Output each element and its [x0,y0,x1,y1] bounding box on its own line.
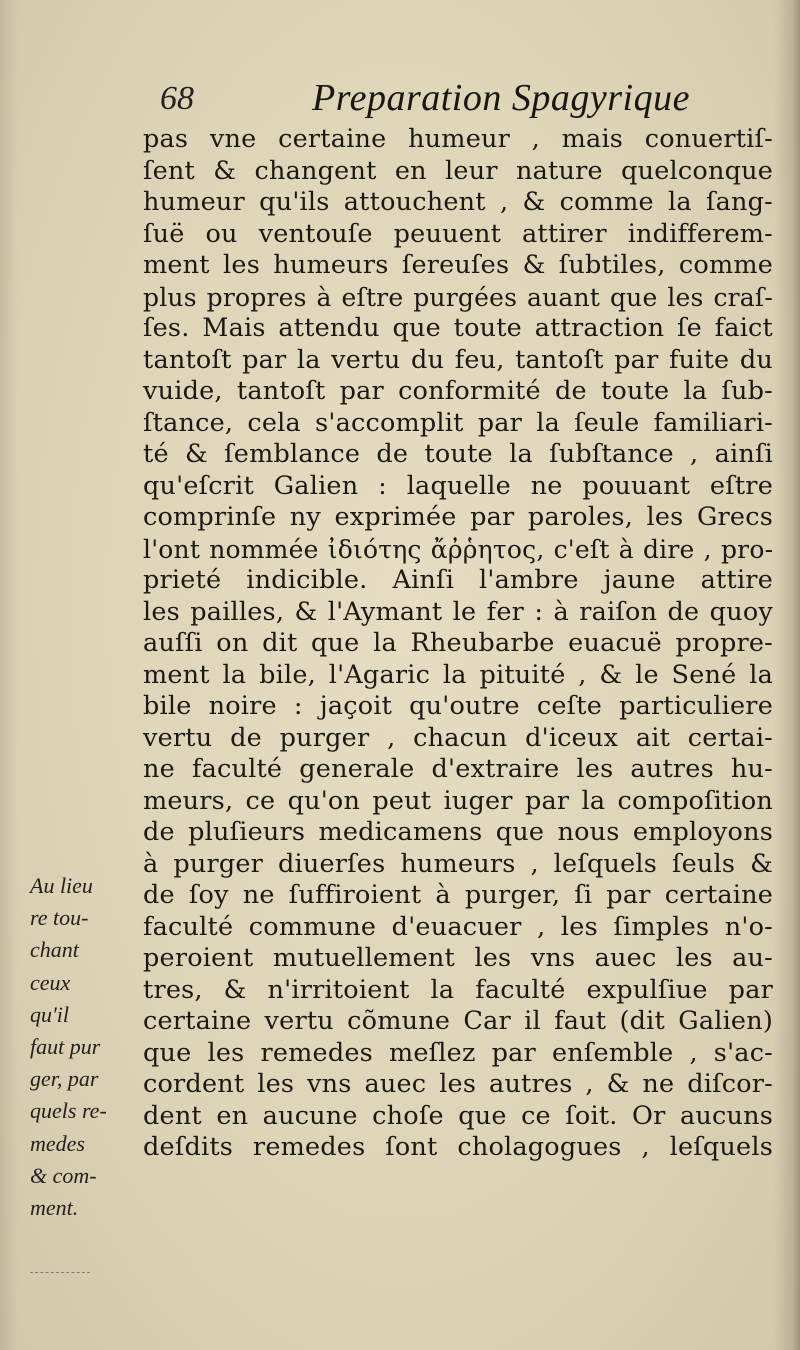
page-number: 68 [160,80,194,117]
text-line: comprinſe ny exprimée par paroles, les Grecs [143,502,773,532]
text-line: ſes. Mais attendu que toute attraction ſe faict [143,313,773,343]
text-line: pas vne certaine humeur , mais conuertiſ- [143,124,773,154]
body-text [143,124,773,1164]
text-line: certaine vertu cõmune Car il faut (dit Galien) [143,1006,773,1036]
text-line: dent en aucune choſe que ce ſoit. Or aucuns [143,1100,773,1131]
margin-note-line: qu'il [30,1001,69,1027]
text-line: ment la bile, l'Agaric la pituité , & le Sené la [143,659,773,690]
text-line: auſſi on dit que la Rheubarbe euacuë propre- [143,628,773,658]
margin-note-line: Au lieu [30,873,93,898]
text-line: deſdits remedes ſont cholagogues , leſquels [143,1132,773,1162]
margin-note-line: medes [30,1130,85,1156]
text-line: qu'eſcrit Galien : laquelle ne pouuant eſtre [143,470,773,501]
text-line: faculté commune d'euacuer , les ſimples n'o- [143,911,773,942]
text-line: ne faculté generale d'extraire les autres hu- [143,754,773,784]
text-line: ſent & changent en leur nature quelconque [143,155,773,186]
text-line: ment les humeurs ſereuſes & ſubtiles, comme [143,250,773,280]
margin-note-line: & com- [30,1162,97,1188]
text-line: l'ont nommée ἰδιότης ἄῤῥητος, c'eſt à dire , pro- [143,534,774,564]
text-line: cordent les vns auec les autres , & ne diſcor- [143,1069,773,1099]
margin-note-line: ceux [30,969,71,995]
text-line: peroient mutuellement les vns auec les au- [143,943,773,973]
text-line: vertu de purger , chacun d'iceux ait certai- [143,722,773,753]
text-line: té & ſemblance de toute la ſubſtance , ainſi [143,439,773,469]
text-line: vuide, tantoſt par conformité de toute la ſub- [143,376,773,406]
margin-note-line: faut pur [30,1033,101,1059]
text-line: ſuë ou ventouſe peuuent attirer indifferem- [143,218,773,249]
text-line: humeur qu'ils attouchent , & comme la ſang- [143,187,773,217]
text-line: bile noire : jaçoit qu'outre ceſte particuliere [143,691,773,721]
text-line: de pluſieurs medicamens que nous employons [143,817,773,847]
margin-note-line: quels re- [30,1098,107,1124]
page-gutter-shadow [0,0,18,1350]
text-line: tres, & n'irritoient la faculté expulſiue par [143,974,773,1005]
text-line: ſtance, cela s'accomplit par la ſeule familiari- [143,407,773,438]
text-line: plus propres à eſtre purgées auant que les craſ- [143,282,773,312]
page-header [160,76,720,126]
margin-note-line: re tou- [30,905,89,931]
text-line: les pailles, & l'Aymant le fer : à raiſon de quoy [143,596,773,627]
margin-note-line: ment. [30,1194,79,1220]
margin-note [30,870,142,1224]
text-line: que les remedes meſlez par enſemble , s'ac- [143,1037,773,1068]
text-line: à purger diuerſes humeurs , leſquels ſeuls & [143,848,773,879]
running-head: Preparation Spagyrique [312,77,690,119]
text-line: tantoſt par la vertu du feu, tantoſt par fuite du [143,344,773,375]
text-line: de ſoy ne ſuffiroient à purger, ſi par certaine [143,880,773,910]
margin-note-line: ger, par [30,1066,99,1092]
margin-note-line: chant [30,937,79,963]
text-line: meurs, ce qu'on peut iuger par la compoſition [143,785,773,816]
page-edge-shadow [774,0,800,1350]
margin-rule [30,1272,90,1273]
text-line: prieté indicible. Ainſi l'ambre jaune attire [143,565,773,595]
